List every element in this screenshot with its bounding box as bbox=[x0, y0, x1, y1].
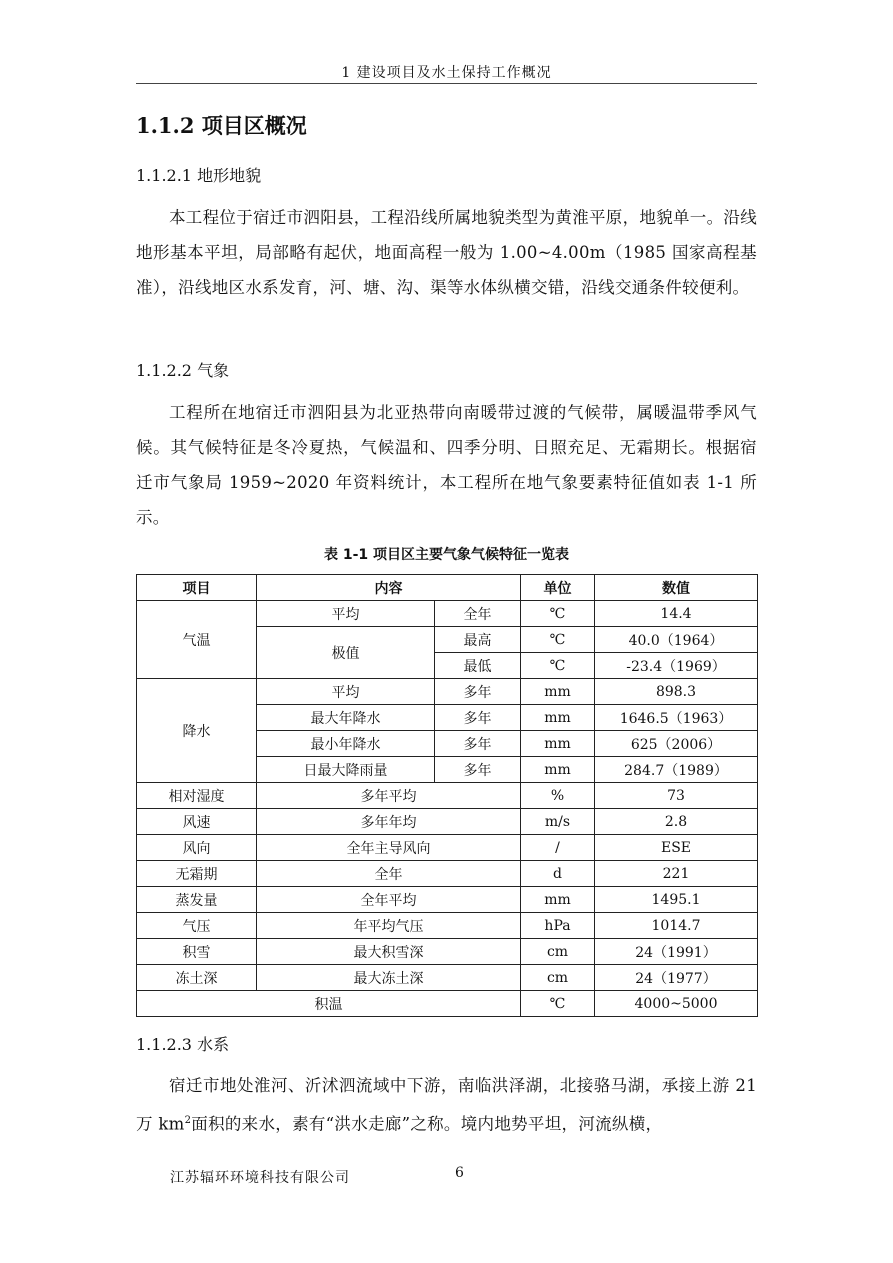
cell-item: 冻土深 bbox=[137, 965, 257, 991]
cell-content: 日最大降雨量 bbox=[257, 757, 435, 783]
table-row bbox=[137, 783, 758, 809]
cell-content: 年平均气压 bbox=[257, 913, 521, 939]
climate-table bbox=[136, 574, 758, 1017]
cell-value: 40.0（1964） bbox=[595, 627, 758, 653]
table-row bbox=[137, 809, 758, 835]
cell-value: -23.4（1969） bbox=[595, 653, 758, 679]
cell-item: 风速 bbox=[137, 809, 257, 835]
superscript: 2 bbox=[184, 1115, 192, 1126]
cell-value: 1014.7 bbox=[595, 913, 758, 939]
cell-value: 284.7（1989） bbox=[595, 757, 758, 783]
cell-value: 1646.5（1963） bbox=[595, 705, 758, 731]
header-unit: 单位 bbox=[521, 575, 595, 601]
hydrology-heading: 1.1.2.3 水系 bbox=[136, 1035, 230, 1054]
footer-company: 江苏辐环环境科技有限公司 bbox=[170, 1170, 350, 1186]
cell-content: 多年平均 bbox=[257, 783, 521, 809]
cell-unit: ℃ bbox=[521, 991, 595, 1017]
header-item: 项目 bbox=[137, 575, 257, 601]
cell-period: 最高 bbox=[435, 627, 521, 653]
cell-item: 气温 bbox=[137, 601, 257, 679]
cell-period: 最低 bbox=[435, 653, 521, 679]
cell-unit: / bbox=[521, 835, 595, 861]
cell-value: 73 bbox=[595, 783, 758, 809]
table-row bbox=[137, 965, 758, 991]
cell-unit: m/s bbox=[521, 809, 595, 835]
table-row bbox=[137, 991, 758, 1017]
cell-unit: mm bbox=[521, 757, 595, 783]
cell-item: 积温 bbox=[137, 991, 521, 1017]
cell-item: 气压 bbox=[137, 913, 257, 939]
cell-period: 多年 bbox=[435, 705, 521, 731]
header-rule bbox=[136, 83, 757, 84]
cell-unit: mm bbox=[521, 887, 595, 913]
cell-unit: hPa bbox=[521, 913, 595, 939]
cell-unit: mm bbox=[521, 731, 595, 757]
cell-content: 平均 bbox=[257, 679, 435, 705]
cell-content: 极值 bbox=[257, 627, 435, 679]
cell-item: 积雪 bbox=[137, 939, 257, 965]
cell-content: 最大积雪深 bbox=[257, 939, 521, 965]
cell-period: 全年 bbox=[435, 601, 521, 627]
cell-unit: ℃ bbox=[521, 601, 595, 627]
cell-value: 221 bbox=[595, 861, 758, 887]
cell-item: 蒸发量 bbox=[137, 887, 257, 913]
cell-value: 24（1991） bbox=[595, 939, 758, 965]
cell-unit: cm bbox=[521, 965, 595, 991]
cell-unit: mm bbox=[521, 679, 595, 705]
table-caption: 表 1-1 项目区主要气象气候特征一览表 bbox=[323, 547, 570, 563]
table-row bbox=[137, 939, 758, 965]
table-row bbox=[137, 679, 758, 705]
table-row bbox=[137, 601, 758, 627]
table-row bbox=[137, 835, 758, 861]
meteorology-heading: 1.1.2.2 气象 bbox=[136, 361, 230, 380]
cell-content: 平均 bbox=[257, 601, 435, 627]
section-heading: 1.1.2 项目区概况 bbox=[136, 113, 307, 138]
cell-item: 相对湿度 bbox=[137, 783, 257, 809]
cell-value: 898.3 bbox=[595, 679, 758, 705]
cell-value: 2.8 bbox=[595, 809, 758, 835]
cell-unit: mm bbox=[521, 705, 595, 731]
page-number: 6 bbox=[455, 1165, 464, 1181]
cell-unit: d bbox=[521, 861, 595, 887]
table-header-row bbox=[137, 575, 758, 601]
cell-content: 全年平均 bbox=[257, 887, 521, 913]
cell-value: ESE bbox=[595, 835, 758, 861]
cell-content: 最大年降水 bbox=[257, 705, 435, 731]
cell-content: 全年主导风向 bbox=[257, 835, 521, 861]
cell-period: 多年 bbox=[435, 679, 521, 705]
page-header: 1 建设项目及水土保持工作概况 bbox=[341, 65, 552, 81]
hydrology-text-part2: 面积的来水，素有“洪水走廊”之称。境内地势平坦，河流纵横， bbox=[191, 1114, 663, 1134]
cell-item: 降水 bbox=[137, 679, 257, 783]
cell-value: 4000~5000 bbox=[595, 991, 758, 1017]
cell-content: 多年年均 bbox=[257, 809, 521, 835]
cell-item: 风向 bbox=[137, 835, 257, 861]
cell-value: 24（1977） bbox=[595, 965, 758, 991]
cell-value: 1495.1 bbox=[595, 887, 758, 913]
topography-paragraph: 本工程位于宿迁市泗阳县，工程沿线所属地貌类型为黄淮平原，地貌单一。沿线地形基本平坦，局部略有起伏，地面高程一般为 1.00~4.00m（1985 国家高程基准），沿线地区水系发育，河、塘、沟、渠等水体纵横交错，沿线交通条件较便利。 bbox=[136, 208, 757, 297]
table-row bbox=[137, 913, 758, 939]
cell-unit: cm bbox=[521, 939, 595, 965]
cell-unit: ℃ bbox=[521, 627, 595, 653]
cell-content: 最大冻土深 bbox=[257, 965, 521, 991]
hydrology-text-part1: 宿迁市地处淮河、沂沭泗流域中下游，南临洪泽湖，北接骆马湖，承接上游 21 万 km bbox=[136, 1076, 757, 1134]
cell-unit: % bbox=[521, 783, 595, 809]
hydrology-paragraph bbox=[136, 1068, 757, 1142]
table-row bbox=[137, 887, 758, 913]
cell-content: 最小年降水 bbox=[257, 731, 435, 757]
cell-value: 625（2006） bbox=[595, 731, 758, 757]
cell-item: 无霜期 bbox=[137, 861, 257, 887]
header-content: 内容 bbox=[257, 575, 521, 601]
table-row bbox=[137, 861, 758, 887]
cell-period: 多年 bbox=[435, 731, 521, 757]
cell-period: 多年 bbox=[435, 757, 521, 783]
cell-value: 14.4 bbox=[595, 601, 758, 627]
cell-unit: ℃ bbox=[521, 653, 595, 679]
meteorology-paragraph: 工程所在地宿迁市泗阳县为北亚热带向南暖带过渡的气候带，属暖温带季风气候。其气候特征是冬冷夏热，气候温和、四季分明、日照充足、无霜期长。根据宿迁市气象局 1959~2020 年资料统计，本工程所在地气象要素特征值如表 1-1 所示。 bbox=[136, 403, 757, 527]
cell-content: 全年 bbox=[257, 861, 521, 887]
topography-heading: 1.1.2.1 地形地貌 bbox=[136, 166, 262, 185]
header-value: 数值 bbox=[595, 575, 758, 601]
